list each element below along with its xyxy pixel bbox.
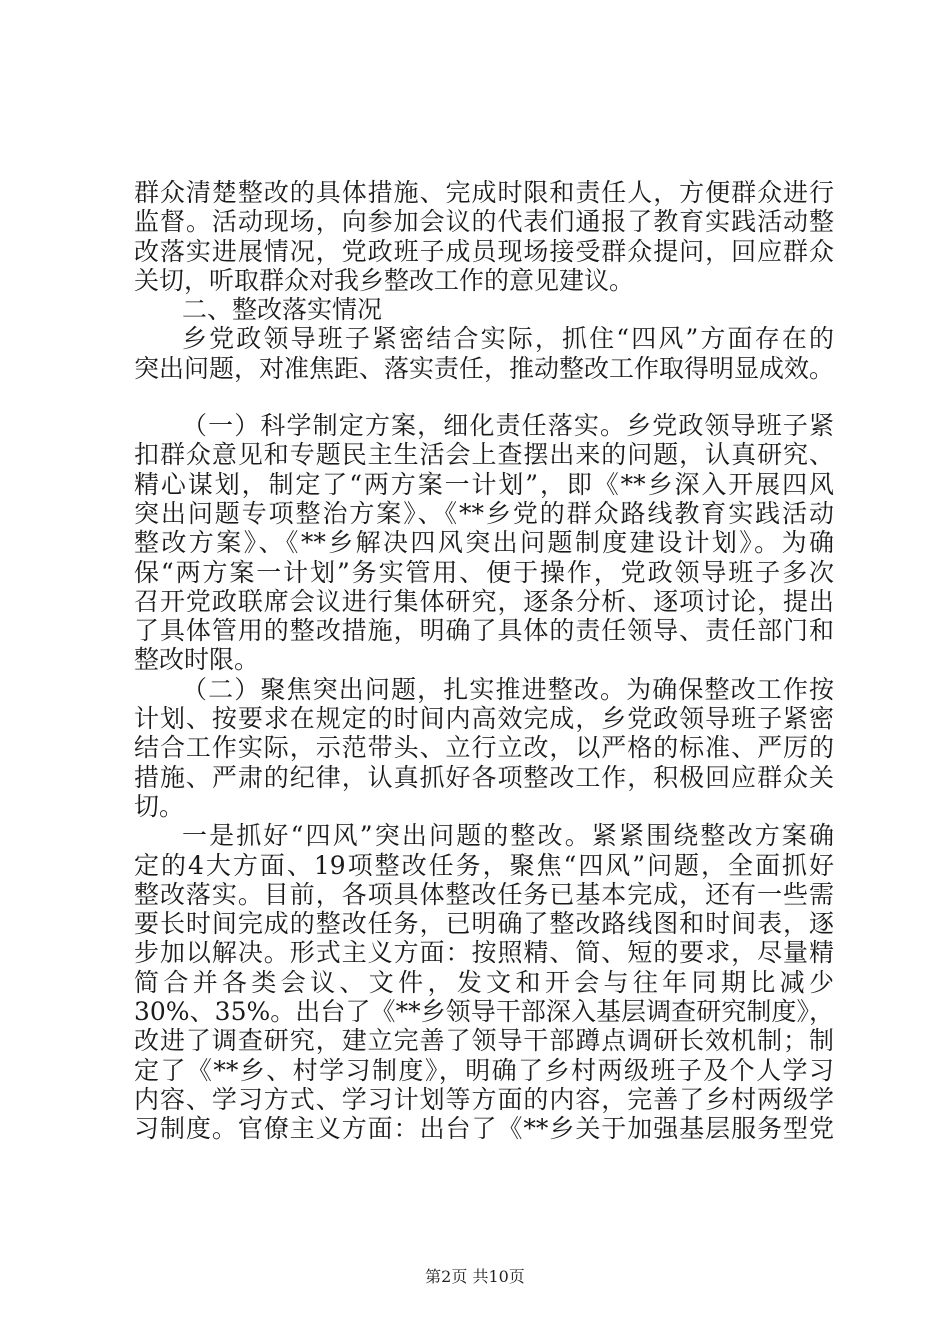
paragraph-gap xyxy=(134,383,834,411)
text-line: 30%、35%。出台了《**乡领导干部深入基层调查研究制度》， xyxy=(134,997,834,1027)
text-line: 突出问题专项整治方案》、《**乡党的群众路线教育实践活动 xyxy=(134,498,834,528)
document-body xyxy=(134,178,834,1144)
text-line: 计划、按要求在规定的时间内高效完成，乡党政领导班子紧密 xyxy=(134,704,834,734)
text-line: 改落实进展情况，党政班子成员现场接受群众提问，回应群众 xyxy=(134,236,834,266)
text-line: 定的4大方面、19项整改任务，聚焦“四风”问题，全面抓好 xyxy=(134,850,834,880)
text-line: 突出问题，对准焦距、落实责任，推动整改工作取得明显成效。 xyxy=(134,353,835,383)
text-line: 整改方案》、《**乡解决四风突出问题制度建设计划》。为确 xyxy=(134,528,834,558)
text-line: 乡党政领导班子紧密结合实际，抓住“四风”方面存在的 xyxy=(182,324,834,354)
text-line: 精心谋划，制定了“两方案一计划”，即《**乡深入开展四风 xyxy=(134,469,834,499)
text-line: 措施、严肃的纪律，认真抓好各项整改工作，积极回应群众关 xyxy=(134,762,834,792)
text-line: 一是抓好“四风”突出问题的整改。紧紧围绕整改方案确 xyxy=(182,821,834,851)
text-line: （一）科学制定方案，细化责任落实。乡党政领导班子紧 xyxy=(182,411,834,441)
text-line: 关切，听取群众对我乡整改工作的意见建议。 xyxy=(134,265,635,295)
text-line: 整改落实。目前，各项具体整改任务已基本完成，还有一些需 xyxy=(134,879,834,909)
page-number: 第2页 共10页 xyxy=(425,1267,525,1286)
text-line: 简合并各类会议、文件，发文和开会与往年同期比减少 xyxy=(134,967,834,997)
text-line: 改进了调查研究，建立完善了领导干部蹲点调研长效机制；制 xyxy=(134,1026,834,1056)
text-line: 整改时限。 xyxy=(134,645,260,675)
section-heading: 二、整改落实情况 xyxy=(182,295,383,325)
text-line: 切。 xyxy=(134,791,185,821)
text-line: 群众清楚整改的具体措施、完成时限和责任人，方便群众进行 xyxy=(134,178,834,207)
text-line: 了具体管用的整改措施，明确了具体的责任领导、责任部门和 xyxy=(134,616,834,646)
text-line: 扣群众意见和专题民主生活会上查摆出来的问题，认真研究、 xyxy=(134,440,834,470)
text-line: 召开党政联席会议进行集体研究，逐条分析、逐项讨论，提出 xyxy=(134,586,834,616)
text-line: 步加以解决。形式主义方面：按照精、简、短的要求，尽量精 xyxy=(134,938,834,968)
text-line: 内容、学习方式、学习计划等方面的内容，完善了乡村两级学 xyxy=(134,1084,834,1114)
text-line: 定了《**乡、村学习制度》，明确了乡村两级班子及个人学习 xyxy=(134,1055,834,1085)
text-line: 监督。活动现场，向参加会议的代表们通报了教育实践活动整 xyxy=(134,207,834,237)
text-line: （二）聚焦突出问题，扎实推进整改。为确保整改工作按 xyxy=(182,674,834,704)
text-line: 要长时间完成的整改任务，已明确了整改路线图和时间表，逐 xyxy=(134,909,834,939)
text-line: 习制度。官僚主义方面：出台了《**乡关于加强基层服务型党 xyxy=(134,1114,834,1144)
text-line: 结合工作实际，示范带头、立行立改，以严格的标准、严厉的 xyxy=(134,733,834,763)
text-line: 保“两方案一计划”务实管用、便于操作，党政领导班子多次 xyxy=(134,557,834,587)
